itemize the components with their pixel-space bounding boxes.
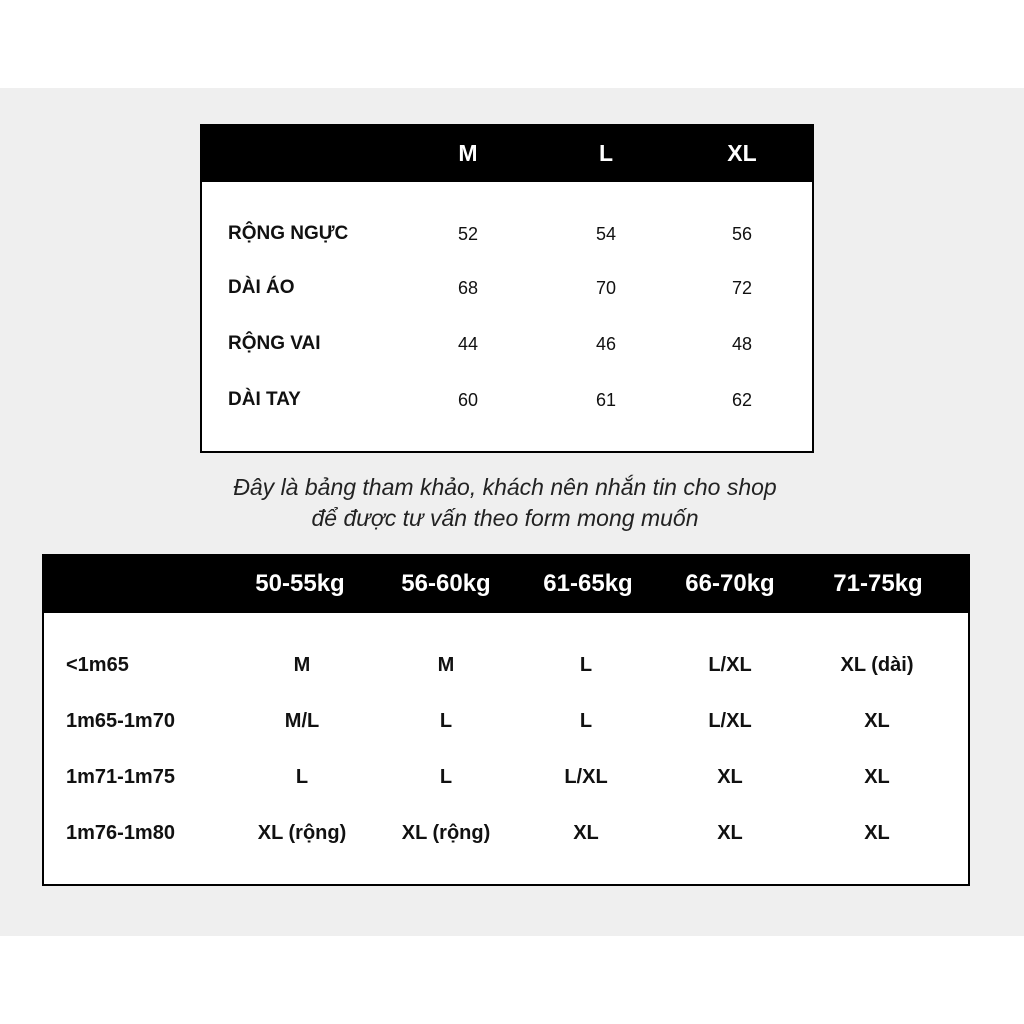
fit-table-header	[44, 556, 968, 613]
height-row-label: <1m65	[66, 654, 129, 676]
table-cell: L	[579, 654, 593, 676]
table-cell: L	[439, 766, 453, 788]
table-cell: 48	[731, 334, 753, 354]
table-cell: XL	[717, 766, 743, 788]
table-cell: L	[295, 766, 309, 788]
table-cell: XL	[573, 822, 599, 844]
reference-note-line-1: Đây là bảng tham khảo, khách nên nhắn tin cho shop	[233, 474, 777, 500]
table-cell: 54	[595, 224, 617, 244]
table-cell: XL	[864, 822, 890, 844]
row-label: RỘNG NGỰC	[228, 223, 349, 244]
weight-column-header: 61-65kg	[543, 570, 633, 597]
table-cell: XL (dài)	[840, 654, 914, 676]
table-cell: 72	[731, 278, 753, 298]
weight-column-header: 66-70kg	[685, 570, 775, 597]
row-label: DÀI ÁO	[228, 277, 295, 298]
table-cell: XL (rộng)	[257, 822, 347, 844]
row-label: RỘNG VAI	[228, 333, 321, 354]
table-cell: 56	[731, 224, 753, 244]
table-cell: L/XL	[708, 710, 752, 732]
weight-column-header: 56-60kg	[401, 570, 491, 597]
reference-note-line-2: để được tư vấn theo form mong muốn	[311, 505, 699, 531]
row-label: DÀI TAY	[228, 389, 301, 410]
weight-column-header: 50-55kg	[255, 570, 345, 597]
table-cell: XL	[864, 766, 890, 788]
table-cell: 68	[457, 278, 479, 298]
table-cell: 46	[595, 334, 617, 354]
size-column-header: L	[598, 140, 614, 166]
table-cell: M	[293, 654, 311, 676]
table-cell: M	[437, 654, 455, 676]
weight-column-header: 71-75kg	[833, 570, 923, 597]
table-cell: L/XL	[708, 654, 752, 676]
size-table-header	[202, 126, 812, 182]
table-cell: 61	[595, 390, 617, 410]
table-cell: M/L	[284, 710, 320, 732]
height-row-label: 1m65-1m70	[66, 710, 175, 732]
height-row-label: 1m76-1m80	[66, 822, 175, 844]
size-column-header: M	[458, 140, 478, 166]
table-cell: XL	[864, 710, 890, 732]
table-cell: 60	[457, 390, 479, 410]
table-cell: XL (rộng)	[401, 822, 491, 844]
table-cell: L/XL	[564, 766, 608, 788]
table-cell: 62	[731, 390, 753, 410]
table-cell: 70	[595, 278, 617, 298]
size-measurement-table	[200, 124, 814, 453]
table-cell: L	[439, 710, 453, 732]
fit-recommendation-table	[42, 554, 970, 886]
table-cell: L	[579, 710, 593, 732]
table-cell: XL	[717, 822, 743, 844]
height-row-label: 1m71-1m75	[66, 766, 175, 788]
table-cell: 44	[457, 334, 479, 354]
table-cell: 52	[457, 224, 479, 244]
size-column-header: XL	[727, 140, 757, 166]
